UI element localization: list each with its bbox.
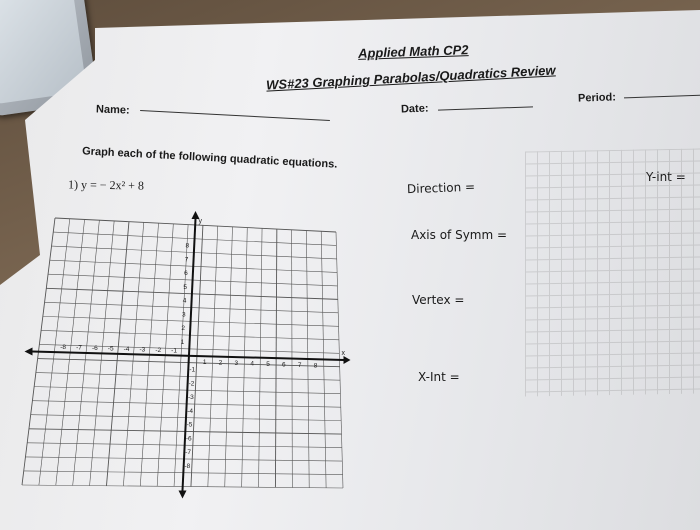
x-tick-label: -4	[123, 345, 130, 353]
x-tick-label: -6	[91, 345, 98, 353]
y-tick-label: -7	[185, 449, 191, 457]
y-tick-label: -1	[189, 366, 196, 374]
x-tick-label: -7	[76, 344, 82, 352]
x-tick-label: -8	[60, 344, 67, 352]
x-tick-label: 8	[313, 362, 318, 370]
problem-equation: y = − 2x² + 8	[80, 177, 145, 193]
x-tick-label: -5	[107, 345, 114, 353]
x-tick-label: 6	[282, 361, 286, 369]
axis-arrowhead	[179, 491, 187, 499]
y-axis-label: y	[198, 218, 202, 225]
y-tick-label: 7	[184, 256, 189, 264]
date-label: Date:	[400, 102, 429, 116]
name-label: Name:	[95, 103, 130, 117]
x-tick-label: -3	[139, 346, 146, 354]
y-tick-label: -3	[187, 394, 194, 402]
x-tick-label: 1	[202, 359, 207, 367]
y-tick-label: 4	[182, 297, 187, 305]
x-tick-label: -1	[171, 347, 177, 355]
worksheet-title: WS#23 Graphing Parabolas/Quadratics Review	[265, 62, 556, 93]
y-intercept-prompt: Y-int =	[646, 170, 686, 184]
x-tick-label: 7	[297, 361, 302, 369]
y-tick-label: -8	[184, 462, 191, 470]
y-tick-label: 5	[183, 283, 188, 291]
x-axis-label: x	[341, 350, 345, 357]
x-tick-label: 3	[234, 360, 239, 368]
y-tick-label: 3	[182, 311, 186, 319]
y-tick-label: -2	[188, 380, 195, 388]
instructions-text: Graph each of the following quadratic equations.	[81, 145, 338, 171]
x-intercept-prompt: X-Int =	[418, 370, 460, 384]
y-tick-label: 8	[185, 242, 190, 250]
period-label: Period:	[577, 91, 617, 105]
axis-of-symmetry-prompt: Axis of Symm =	[411, 228, 508, 242]
y-tick-label: -4	[187, 407, 194, 415]
vertex-prompt: Vertex =	[412, 293, 465, 307]
direction-prompt: Direction =	[406, 179, 476, 197]
problem-number: 1)	[67, 177, 79, 192]
y-tick-label: 6	[184, 270, 188, 278]
x-tick-label: -2	[155, 346, 162, 354]
y-tick-label: -5	[186, 421, 193, 429]
course-title: Applied Math CP2	[357, 42, 469, 61]
axis-arrowhead	[25, 348, 33, 356]
y-tick-label: -6	[185, 435, 192, 443]
x-tick-label: 5	[266, 360, 270, 368]
x-tick-label: 4	[250, 360, 254, 368]
y-tick-label: 2	[181, 325, 185, 333]
x-tick-label: 2	[218, 359, 223, 367]
axis-arrowhead	[344, 356, 351, 364]
y-tick-label: 1	[180, 338, 185, 346]
